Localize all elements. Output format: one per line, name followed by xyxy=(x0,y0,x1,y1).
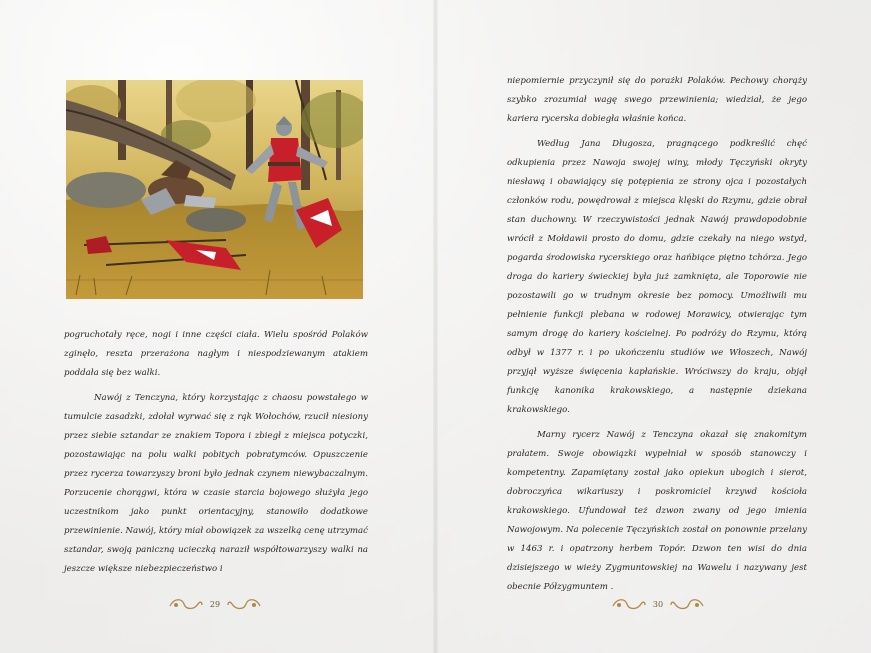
paragraph: Marny rycerz Nawój z Tenczyna okazał się znakomitym prałatem. Swoje obowiązki wypełniał w sposób stanowczy i kompetentny. Zapamiętany został jako opiekun ubogich i sierot, dobroczyńca wikariuszy i poskromiciel krzywd kościoła krakowskiego. Ufundował też dzwon zwany od jego imienia Nawojowym. Na polecenie Tęczyńskich został on ponownie przelany w 1463 r. i opatrzony herbem Topór. Dzwon ten wisi do dnia dzisiejszego w wieży Zygmuntowskiej na Wawelu i nazywany jest obecnie Półzygmuntem . xyxy=(507,430,807,592)
paragraph: Według Jana Długosza, pragnącego podkreślić chęć odkupienia przez Nawoja swojej winy, młody Tęczyński okryty niesławą i obawiający się potępienia ze strony ojca i pozostałych członków rodu, powędrował z miejsca klęski do Rzymu, gdzie obrał stan duchowny. W rzeczywistości jednak Nawój prawdopodobnie wrócił z Mołdawii prosto do domu, gdzie czekały na niego wstyd, pogarda środowiska rycerskiego oraz hańbiące piętno tchórza. Jego droga do kariery świeckiej była już zamknięta, ale Toporowie nie pozostawili go w trudnym okresie bez pomocy. Umożliwili mu pełnienie funkcji plebana w rodowej Morawicy, otwierając tym samym drogę do kariery kościelnej. Po podróży do Rzymu, którą odbył w 1377 r. i po ukończeniu studiów we Włoszech, Nawój przyjął wyższe święcenia kapłańskie. Wróciwszy do kraju, objął funkcję kanonika krakowskiego, a następnie dziekana krakowskiego. xyxy=(507,139,807,415)
paragraph: pogruchotały ręce, nogi i inne części ciała. Wielu spośród Polaków zginęło, reszta przerażona nagłym i niespodziewanym atakiem poddała się bez walki. xyxy=(64,330,368,378)
ornament-scroll-icon xyxy=(168,596,204,612)
page-number: 30 xyxy=(652,599,664,609)
paragraph: Nawój z Tenczyna, który korzystając z chaosu powstałego w tumulcie zasadzki, zdołał wyrwać się z rąk Wołochów, rzucił niesiony przez siebie sztandar ze znakiem Topora i zbiegł z miejsca potyczki, pozostawiając na polu walki pobitych pobratymców. Opuszczenie przez rycerza towarzyszy broni było jednak czynem niewybaczalnym. Porzucenie chorągwi, która w czasie starcia bojowego służyła jego uczestnikom jako punkt orientacyjny, stanowiło dodatkowe przewinienie. Nawój, który miał obowiązek za wszelką cenę utrzymać sztandar, swoją paniczną ucieczką naraził współtowarzyszy walki na jeszcze większe niebezpieczeństwo i xyxy=(64,393,368,574)
left-page-text xyxy=(64,326,368,585)
ornament-scroll-icon xyxy=(611,596,647,612)
page-number-footer xyxy=(598,594,718,614)
left-page xyxy=(0,0,435,653)
right-page-text xyxy=(507,72,807,603)
ornament-scroll-icon xyxy=(669,596,705,612)
page-number-footer xyxy=(155,594,275,614)
page-number: 29 xyxy=(209,599,221,609)
battle-illustration xyxy=(66,80,363,299)
paragraph: niepomiernie przyczynił się do porażki Polaków. Pechowy chorąży szybko zrozumiał wagę swego przewinienia; wiedział, że jego kariera rycerska dobiegła właśnie końca. xyxy=(507,76,807,124)
ornament-scroll-icon xyxy=(226,596,262,612)
